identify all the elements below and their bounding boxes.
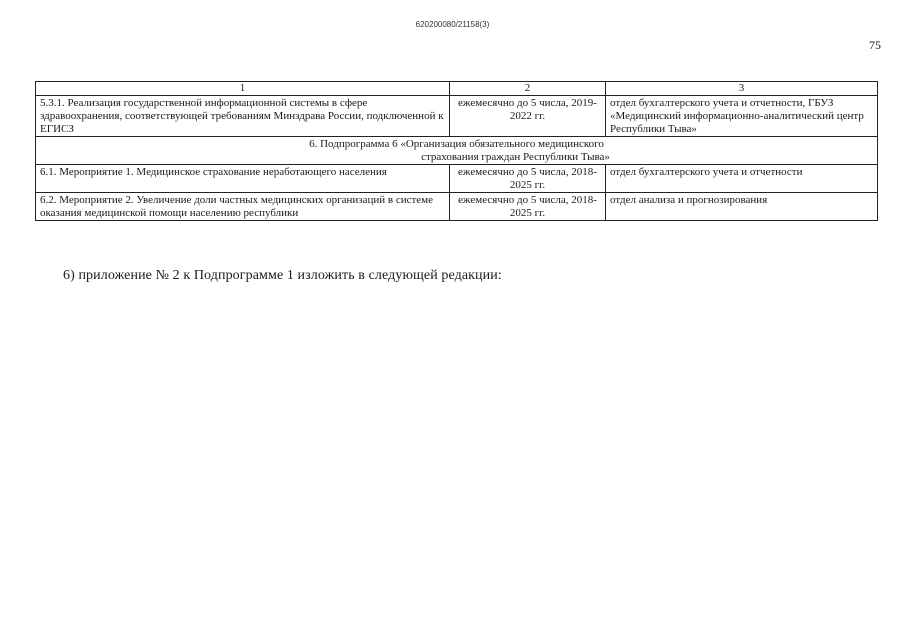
page-number: 75	[869, 38, 881, 52]
activity-name: 5.3.1. Реализация государственной информационной системы в сфере здравоохранения, соответствующей требованиям Минздрава России, подключенной к ЕГИСЗ	[36, 96, 450, 137]
subprogram-title	[36, 137, 878, 165]
activity-responsible: отдел бухгалтерского учета и отчетности	[606, 165, 878, 193]
activity-deadline: ежемесячно до 5 числа, 2018-2025 гг.	[450, 165, 606, 193]
column-number-3: 3	[606, 82, 878, 96]
amendment-instruction: 6) приложение № 2 к Подпрограмме 1 изложить в следующей редакции:	[63, 268, 502, 283]
column-number-row	[36, 82, 878, 96]
subprogram-title-line1: 6. Подпрограмма 6 «Организация обязательного медицинского	[309, 138, 604, 150]
subprogram-row	[36, 137, 878, 165]
table-row	[36, 96, 878, 137]
activity-deadline: ежемесячно до 5 числа, 2019-2022 гг.	[450, 96, 606, 137]
table-row	[36, 165, 878, 193]
activities-table	[35, 81, 878, 221]
table-row	[36, 193, 878, 221]
column-number-2: 2	[450, 82, 606, 96]
activity-deadline: ежемесячно до 5 числа, 2018-2025 гг.	[450, 193, 606, 221]
column-number-1: 1	[36, 82, 450, 96]
subprogram-title-line2: страхования граждан Республики Тыва»	[421, 151, 610, 163]
activity-responsible: отдел анализа и прогнозирования	[606, 193, 878, 221]
document-id: 620200080/21158(3)	[415, 20, 490, 29]
activity-responsible: отдел бухгалтерского учета и отчетности, ГБУЗ «Медицинский информационно-аналитический центр Республики Тыва»	[606, 96, 878, 137]
activity-name: 6.1. Мероприятие 1. Медицинское страхование неработающего населения	[36, 165, 450, 193]
activity-name: 6.2. Мероприятие 2. Увеличение доли частных медицинских организаций в системе оказания медицинской помощи населению республики	[36, 193, 450, 221]
